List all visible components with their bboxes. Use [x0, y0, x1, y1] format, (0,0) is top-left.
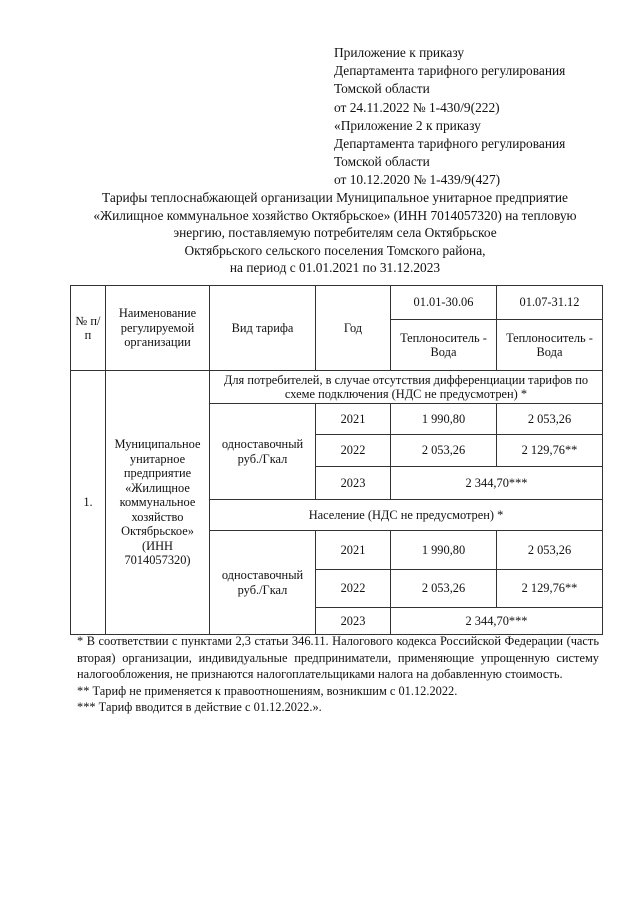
header-carrier-1: Теплоноситель - Вода: [391, 320, 497, 371]
tariff-value: 2 344,70***: [391, 467, 603, 500]
title-line: «Жилищное коммунальное хозяйство Октябрьское» (ИНН 7014057320) на тепловую: [93, 207, 577, 223]
tariff-value: 2 053,26: [391, 435, 497, 467]
document-title: [70, 189, 600, 277]
order-appendix-header: [334, 44, 565, 190]
header-line: Томской области: [334, 154, 430, 170]
row-number: 1.: [71, 371, 106, 635]
header-line: Приложение к приказу: [334, 45, 465, 60]
tariff-value: 1 990,80: [391, 531, 497, 570]
header-organization: Наименование регулируемой организации: [106, 286, 210, 371]
year-cell: 2022: [316, 570, 391, 608]
header-line: от 24.11.2022 № 1-430/9(222): [334, 99, 500, 115]
header-line: Томской области: [334, 81, 430, 97]
header-carrier-2: Теплоноситель - Вода: [497, 320, 603, 371]
footnote: ** Тариф не применяется к правоотношениям, возникшим с 01.12.2022.: [77, 683, 458, 698]
tariff-value: 2 344,70***: [391, 608, 603, 635]
tariff-table: [70, 285, 603, 635]
footnote: * В соответствии с пунктами 2,3 статьи 346.11. Налогового кодекса Российской Федерации (часть вторая) организации, индивидуальные предприниматели, применяющие упрощенную систему налогообложения, не признаются налогоплательщиками налога на добавленную стоимость.: [77, 634, 599, 682]
year-cell: 2021: [316, 404, 391, 435]
tariff-value: 1 990,80: [391, 404, 497, 435]
tariff-value: 2 129,76**: [497, 570, 603, 608]
footnotes: [77, 633, 599, 716]
organization-name: Муниципальное унитарное предприятие «Жилищное коммунальное хозяйство Октябрьское» (ИНН 7014057320): [106, 371, 210, 635]
year-cell: 2023: [316, 608, 391, 635]
header-line: Департамента тарифного регулирования: [334, 136, 566, 152]
header-line: Департамента тарифного регулирования: [334, 63, 566, 79]
year-cell: 2023: [316, 467, 391, 500]
header-line: «Приложение 2 к приказу: [334, 117, 481, 133]
table-header-row: [71, 286, 603, 320]
tariff-value: 2 129,76**: [497, 435, 603, 467]
section-title: Для потребителей, в случае отсутствия дифференциации тарифов по схеме подключения (НДС не предусмотрен) *: [210, 371, 603, 404]
header-period-1: 01.01-30.06: [391, 286, 497, 320]
table-row: [71, 371, 603, 404]
title-line: Тарифы теплоснабжающей организации Муниципальное унитарное предприятие: [102, 190, 568, 205]
year-cell: 2022: [316, 435, 391, 467]
section-title: Население (НДС не предусмотрен) *: [210, 500, 603, 531]
year-cell: 2021: [316, 531, 391, 570]
tariff-value: 2 053,26: [497, 531, 603, 570]
tariff-type: одноставочный руб./Гкал: [210, 404, 316, 500]
header-num: № п/п: [71, 286, 106, 371]
tariff-value: 2 053,26: [391, 570, 497, 608]
footnote: *** Тариф вводится в действие с 01.12.2022.».: [77, 700, 322, 715]
title-line: Октябрьского сельского поселения Томского района,: [184, 242, 486, 258]
header-year: Год: [316, 286, 391, 371]
tariff-type: одноставочный руб./Гкал: [210, 531, 316, 635]
title-line: энергию, поставляемую потребителям села Октябрьское: [173, 225, 497, 241]
tariff-value: 2 053,26: [497, 404, 603, 435]
header-period-2: 01.07-31.12: [497, 286, 603, 320]
header-tariff-type: Вид тарифа: [210, 286, 316, 371]
title-line: на период с 01.01.2021 по 31.12.2023: [229, 260, 441, 276]
header-line: от 10.12.2020 № 1-439/9(427): [334, 172, 501, 188]
